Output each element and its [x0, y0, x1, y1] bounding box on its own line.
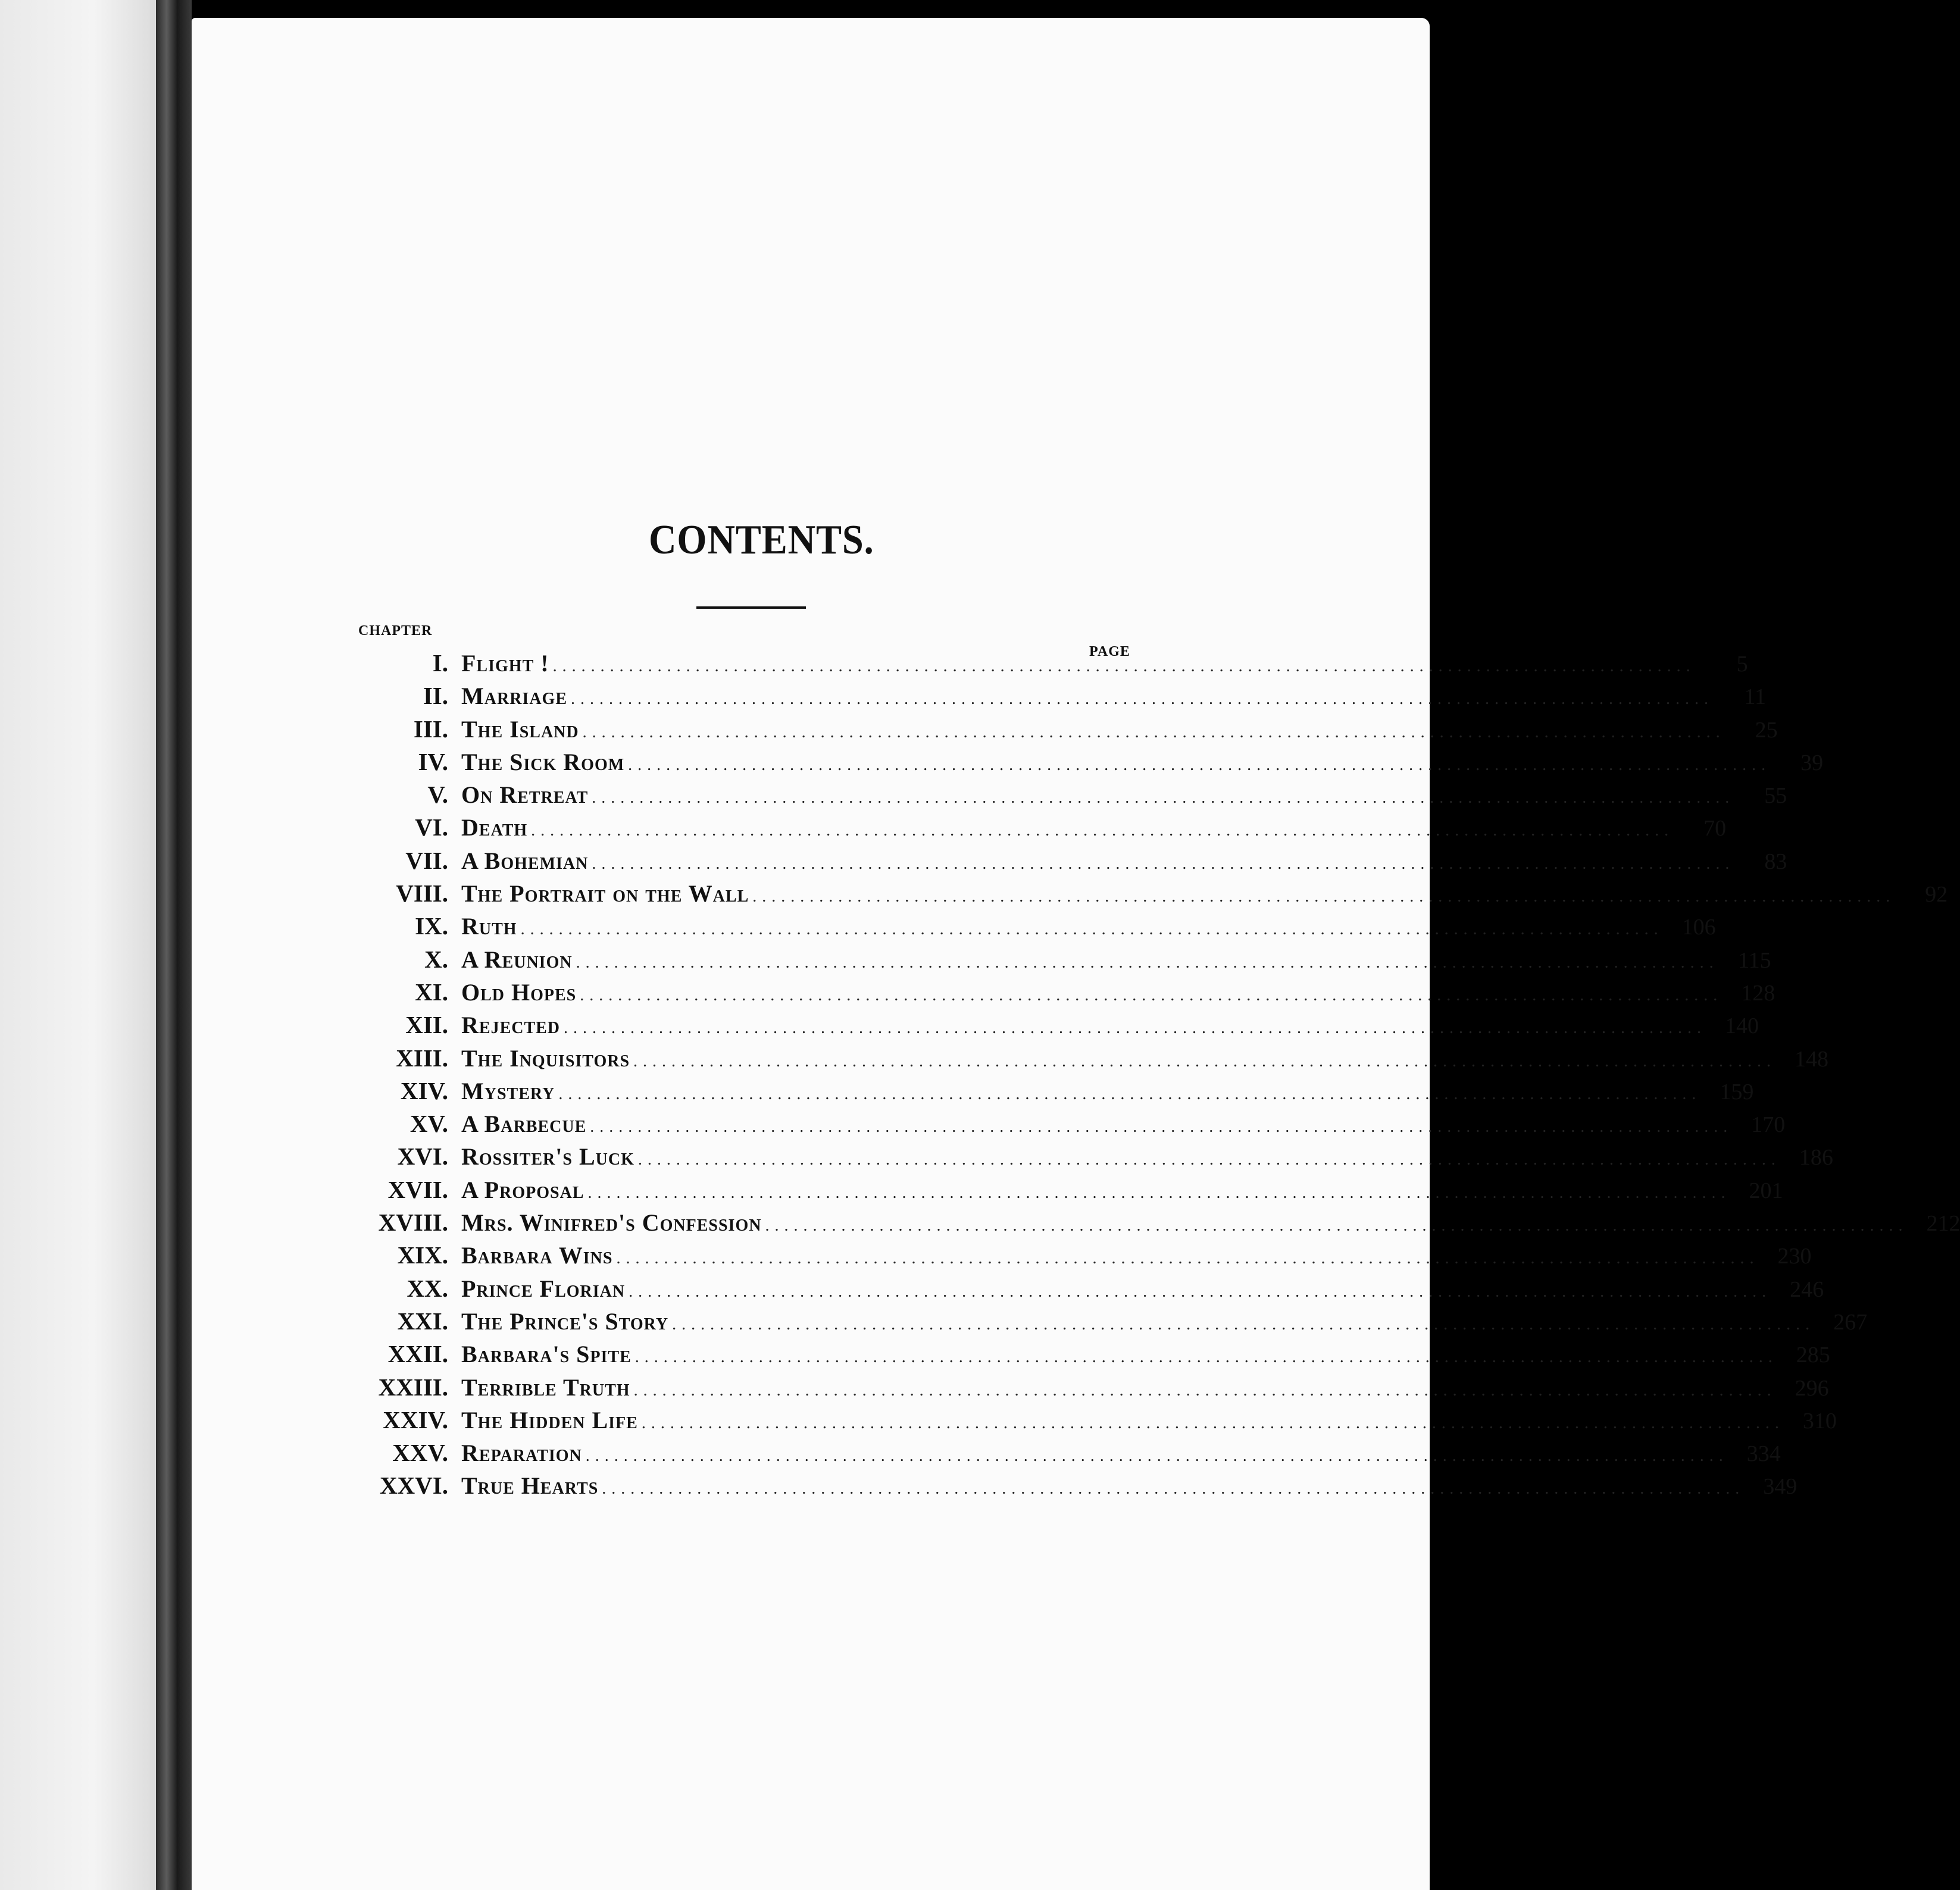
chapter-number: II. [423, 682, 448, 710]
leader-dots: ........................................................................................................................ [576, 953, 1719, 972]
toc-entry [345, 1175, 1783, 1208]
leader-dots: ........................................................................................................................ [672, 1315, 1815, 1334]
chapter-number: XXI. [397, 1307, 448, 1335]
toc-entry [345, 1274, 1824, 1307]
chapter-column-label: CHAPTER [358, 623, 433, 639]
page-number: 159 [1720, 1079, 1754, 1104]
chapter-title: A Reunion [461, 946, 573, 973]
leader-dots: ........................................................................................................................ [592, 788, 1735, 808]
leader-dots: ........................................................................................................................ [628, 755, 1771, 774]
toc-entry [345, 1109, 1786, 1142]
page-number: 334 [1746, 1441, 1781, 1467]
chapter-number: XI. [415, 978, 448, 1006]
page-number: 106 [1681, 915, 1716, 940]
leader-dots: ........................................................................................................................ [752, 887, 1896, 906]
leader-dots: ........................................................................................................................ [641, 1413, 1784, 1432]
toc-entry [345, 1406, 1837, 1438]
page-number: 285 [1796, 1343, 1830, 1368]
chapter-title: Old Hopes [461, 978, 577, 1006]
chapter-title: On Retreat [461, 781, 589, 809]
leader-dots: ........................................................................................................................ [616, 1249, 1759, 1268]
leader-dots: ........................................................................................................................ [582, 722, 1725, 741]
page-number: 267 [1833, 1309, 1868, 1335]
page-number: 201 [1749, 1178, 1783, 1203]
leader-dots: ........................................................................................................................ [633, 1381, 1777, 1400]
page-number: 39 [1800, 750, 1824, 775]
chapter-number: III. [413, 715, 448, 743]
chapter-title: Barbara's Spite [461, 1341, 632, 1368]
toc-entry [345, 912, 1716, 944]
toc-entry [345, 1307, 1868, 1340]
page-number: 349 [1763, 1474, 1798, 1500]
page-number: 92 [1925, 882, 1948, 908]
toc-entry [345, 1044, 1829, 1077]
chapter-number: IX. [415, 912, 448, 940]
chapter-title: The Island [461, 715, 579, 743]
title-rule [696, 606, 806, 609]
toc-entry [345, 1077, 1754, 1109]
chapter-number: XXVI. [379, 1472, 448, 1500]
chapter-number: XIV. [400, 1077, 448, 1104]
leader-dots: ........................................................................................................................ [637, 1150, 1781, 1169]
toc-entry [345, 1241, 1812, 1273]
page-number: 115 [1738, 947, 1771, 973]
page-column-label: PAGE [1089, 644, 1130, 659]
chapter-title: A Barbecue [461, 1110, 587, 1138]
toc-entry [345, 1438, 1781, 1471]
page-number: 148 [1795, 1046, 1829, 1072]
page-number: 83 [1764, 849, 1787, 874]
chapter-number: V. [427, 781, 448, 809]
chapter-title: The Hidden Life [461, 1406, 638, 1434]
chapter-number: IV. [418, 747, 448, 775]
chapter-number: XVII. [387, 1175, 448, 1203]
chapter-title: Marriage [461, 683, 567, 710]
page-number: 5 [1736, 652, 1748, 677]
toc-entry [345, 649, 1748, 681]
leader-dots: ........................................................................................................................ [585, 1447, 1728, 1466]
chapter-number: XVI. [397, 1143, 448, 1171]
toc-entry [345, 1340, 1830, 1372]
chapter-title: A Bohemian [461, 847, 589, 874]
chapter-title: Ruth [461, 913, 517, 940]
chapter-number: XXV. [392, 1439, 448, 1467]
chapter-title: Rossiter's Luck [461, 1143, 634, 1171]
chapter-number: XIX. [397, 1241, 448, 1269]
chapter-number: XXIV. [383, 1406, 448, 1434]
chapter-title: Rejected [461, 1012, 561, 1039]
page-number: 25 [1755, 717, 1778, 743]
page-title: CONTENTS. [649, 517, 874, 563]
page-number: 170 [1751, 1112, 1786, 1138]
chapter-number: XXIII. [378, 1373, 448, 1401]
toc-entry [345, 945, 1771, 978]
chapter-title: Barbara Wins [461, 1242, 613, 1269]
leader-dots: ........................................................................................................................ [571, 690, 1714, 709]
page-number: 140 [1725, 1013, 1759, 1039]
chapter-number: VI. [415, 813, 448, 841]
chapter-title: Flight ! [461, 650, 549, 677]
page-number: 230 [1777, 1244, 1812, 1269]
chapter-title: Reparation [461, 1440, 582, 1467]
chapter-title: True Hearts [461, 1472, 599, 1500]
chapter-title: The Portrait on the Wall [461, 880, 749, 908]
chapter-number: VIII. [396, 880, 448, 908]
leader-dots: ........................................................................................................................ [552, 657, 1696, 675]
chapter-number: VII. [405, 846, 448, 874]
chapter-number: X. [424, 945, 448, 973]
leader-dots: ........................................................................................................................ [531, 821, 1674, 840]
leader-dots: ........................................................................................................................ [590, 1118, 1733, 1137]
page-number: 296 [1795, 1375, 1829, 1401]
toc-entry [345, 1142, 1833, 1175]
page-number: 70 [1703, 816, 1727, 841]
leader-dots: ........................................................................................................................ [629, 1282, 1772, 1301]
toc-entry [345, 780, 1787, 813]
page-number: 55 [1764, 783, 1787, 809]
chapter-number: XII. [405, 1011, 448, 1039]
toc-entry [345, 747, 1824, 780]
chapter-title: Terrible Truth [461, 1373, 630, 1401]
table-of-contents [345, 649, 1960, 1504]
chapter-title: Death [461, 814, 528, 841]
leader-dots: ........................................................................................................................ [633, 1052, 1777, 1071]
toc-entry [345, 813, 1727, 846]
chapter-title: Mrs. Winifred's Confession [461, 1209, 762, 1237]
toc-entry [345, 715, 1778, 747]
page-number: 246 [1790, 1276, 1824, 1302]
leader-dots: ........................................................................................................................ [765, 1216, 1908, 1235]
leader-dots: ........................................................................................................................ [564, 1019, 1707, 1038]
chapter-number: XX. [407, 1274, 448, 1302]
chapter-title: The Prince's Story [461, 1307, 669, 1335]
chapter-number: XIII. [396, 1044, 448, 1072]
toc-entry [345, 846, 1787, 879]
toc-entry [345, 1373, 1829, 1406]
toc-entry [345, 1208, 1960, 1241]
toc-entry [345, 879, 1948, 912]
chapter-title: The Inquisitors [461, 1044, 630, 1072]
leader-dots: ........................................................................................................................ [587, 1183, 1731, 1202]
leader-dots: ........................................................................................................................ [602, 1479, 1745, 1498]
chapter-number: XV. [409, 1110, 448, 1138]
chapter-title: Prince Florian [461, 1275, 626, 1302]
chapter-title: A Proposal [461, 1176, 584, 1203]
page-number: 128 [1741, 980, 1775, 1006]
toc-entry [345, 1010, 1759, 1043]
page-number: 212 [1926, 1211, 1960, 1237]
page-number: 310 [1802, 1408, 1837, 1434]
toc-entry [345, 978, 1775, 1010]
leader-dots: ........................................................................................................................ [558, 1084, 1702, 1103]
page-number: 186 [1799, 1145, 1833, 1171]
leader-dots: ........................................................................................................................ [580, 985, 1723, 1005]
leader-dots: ........................................................................................................................ [634, 1348, 1778, 1367]
page-number: 11 [1744, 684, 1766, 710]
chapter-number: XXII. [387, 1340, 448, 1368]
chapter-title: The Sick Room [461, 748, 625, 775]
chapter-number: XVIII. [378, 1209, 448, 1237]
chapter-number: I. [432, 649, 448, 677]
toc-entry [345, 681, 1766, 714]
chapter-title: Mystery [461, 1077, 555, 1104]
leader-dots: ........................................................................................................................ [520, 920, 1664, 939]
leader-dots: ........................................................................................................................ [592, 854, 1735, 873]
toc-entry [345, 1471, 1798, 1504]
